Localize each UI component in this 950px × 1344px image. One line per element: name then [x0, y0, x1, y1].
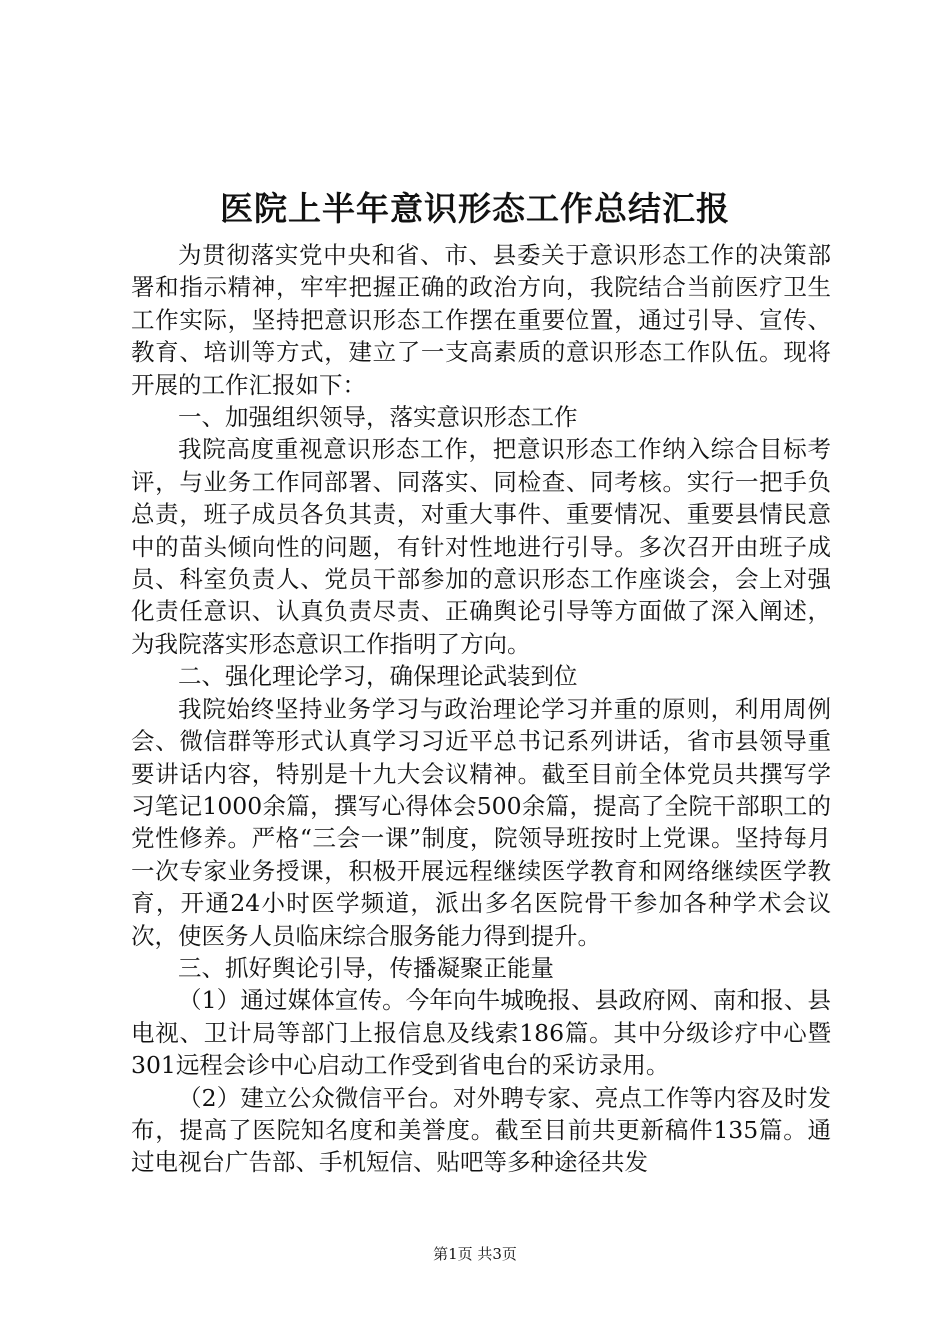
section-2-paragraph: 我院始终坚持业务学习与政治理论学习并重的原则，利用周例会、微信群等形式认真学习习近平总书记系列讲话，省市县领导重要讲话内容，特别是十九大会议精神。截至目前全体党员共撰写学习笔记1000余篇，撰写心得体会500余篇，提高了全院干部职工的党性修养。严格“三会一课”制度，院领导班按时上党课。坚持每月一次专家业务授课，积极开展远程继续医学教育和网络继续医学教育，开通24小时医学频道，派出多名医院骨干参加各种学术会议次，使医务人员临床综合服务能力得到提升。: [131, 694, 831, 950]
section-heading-3: 三、抓好舆论引导，传播凝聚正能量: [178, 953, 554, 982]
section-heading-2: 二、强化理论学习，确保理论武装到位: [178, 662, 578, 691]
intro-paragraph: 为贯彻落实党中央和省、市、县委关于意识形态工作的决策部署和指示精神，牢牢把握正确的政治方向，我院结合当前医疗卫生工作实际，坚持把意识形态工作摆在重要位置，通过引导、宣传、教育、培训等方式，建立了一支高素质的意识形态工作队伍。现将开展的工作汇报如下：: [131, 241, 831, 399]
page-footer: 第1页 共3页: [433, 1245, 517, 1263]
section-1-paragraph: 我院高度重视意识形态工作，把意识形态工作纳入综合目标考评，与业务工作同部署、同落实、同检查、同考核。实行一把手负总责，班子成员各负其责，对重大事件、重要情况、重要县情民意中的苗头倾向性的问题，有针对性地进行引导。多次召开由班子成员、科室负责人、党员干部参加的意识形态工作座谈会，会上对强化责任意识、认真负责尽责、正确舆论引导等方面做了深入阐述，为我院落实形态意识工作指明了方向。: [131, 435, 831, 658]
section-3-item-1: （1）通过媒体宣传。今年向牛城晚报、县政府网、南和报、县电视、卫计局等部门上报信息及线索186篇。其中分级诊疗中心暨301远程会诊中心启动工作受到省电台的采访录用。: [131, 986, 831, 1080]
document-title: 医院上半年意识形态工作总结汇报: [220, 189, 730, 228]
section-3-item-2: （2）建立公众微信平台。对外聘专家、亮点工作等内容及时发布，提高了医院知名度和美誉度。截至目前共更新稿件135篇。通过电视台广告部、手机短信、贴吧等多种途径共发: [131, 1083, 831, 1177]
section-heading-1: 一、加强组织领导，落实意识形态工作: [178, 403, 578, 432]
document-body: [131, 239, 831, 1179]
